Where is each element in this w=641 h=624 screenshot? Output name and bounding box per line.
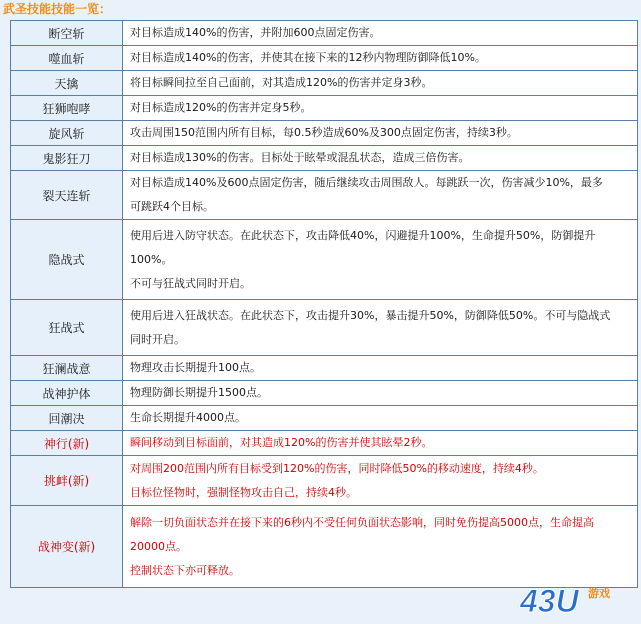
skill-description xyxy=(123,96,638,121)
skill-name: 狂战式 xyxy=(11,300,123,356)
skill-description-line: 对周围200范围内所有目标受到120%的伤害，同时降低50%的移动速度，持续4秒。 xyxy=(130,461,544,475)
skill-name: 战神变(新) xyxy=(11,506,123,588)
skill-name: 挑衅(新) xyxy=(11,456,123,506)
skill-name: 隐战式 xyxy=(11,220,123,300)
skill-row xyxy=(11,456,638,506)
skill-description xyxy=(123,356,638,381)
skill-row xyxy=(11,46,638,71)
skill-description-line: 对目标造成120%的伤害并定身5秒。 xyxy=(130,101,312,114)
skill-description xyxy=(123,220,638,300)
skill-description xyxy=(123,171,638,220)
skill-row xyxy=(11,146,638,171)
skill-row xyxy=(11,506,638,588)
skill-name: 回潮决 xyxy=(11,406,123,431)
skill-description-line: 目标位怪物时，强制怪物攻击自己，持续4秒。 xyxy=(130,485,357,499)
logo-main-text: 43U xyxy=(520,583,579,617)
skill-description-line: 使用后进入防守状态。在此状态下，攻击降低40%，闪避提升100%，生命提升50%，防御提升 xyxy=(130,228,596,242)
page-title: 武圣技能技能一览： xyxy=(3,2,112,16)
skill-description xyxy=(123,300,638,356)
skill-description xyxy=(123,431,638,456)
skills-table-body xyxy=(11,21,638,588)
skill-name: 战神护体 xyxy=(11,381,123,406)
skill-row xyxy=(11,431,638,456)
skill-description-line: 使用后进入狂战状态。在此状态下，攻击提升30%，暴击提升50%，防御降低50%。不可与隐战式 xyxy=(130,308,611,322)
skill-description xyxy=(123,506,638,588)
skill-description-line: 攻击周围150范围内所有目标，每0.5秒造成60%及300点固定伤害，持续3秒。 xyxy=(130,126,518,139)
skill-description xyxy=(123,381,638,406)
skill-row xyxy=(11,381,638,406)
skill-description-line: 控制状态下亦可释放。 xyxy=(130,563,240,577)
skill-description-line: 20000点。 xyxy=(130,539,187,553)
skill-description-line: 同时开启。 xyxy=(130,332,185,346)
skill-row xyxy=(11,21,638,46)
skill-row xyxy=(11,406,638,431)
skill-description-line: 100%。 xyxy=(130,252,173,266)
skill-description xyxy=(123,406,638,431)
skill-row xyxy=(11,121,638,146)
skill-name: 狂澜战意 xyxy=(11,356,123,381)
skill-row xyxy=(11,356,638,381)
skill-row xyxy=(11,300,638,356)
skill-row xyxy=(11,220,638,300)
skill-name: 噬血斩 xyxy=(11,46,123,71)
skills-table xyxy=(10,20,638,588)
skill-row xyxy=(11,71,638,96)
skill-description-line: 对目标造成140%的伤害，并附加600点固定伤害。 xyxy=(130,26,381,39)
skill-description-line: 不可与狂战式同时开启。 xyxy=(130,276,251,290)
skill-description xyxy=(123,71,638,96)
site-logo xyxy=(516,581,628,617)
skill-description-line: 将目标瞬间拉至自己面前，对其造成120%的伤害并定身3秒。 xyxy=(130,76,433,89)
logo-sub-text: 游戏 xyxy=(588,587,610,600)
skill-name: 天擒 xyxy=(11,71,123,96)
skill-description-line: 对目标造成140%的伤害，并使其在接下来的12秒内物理防御降低10%。 xyxy=(130,51,486,64)
skill-description xyxy=(123,21,638,46)
skill-description-line: 对目标造成130%的伤害。目标处于眩晕或混乱状态，造成三倍伤害。 xyxy=(130,151,470,164)
skill-description-line: 生命长期提升4000点。 xyxy=(130,411,246,424)
skill-description-line: 对目标造成140%及600点固定伤害，随后继续攻击周围敌人。每跳跃一次，伤害减少10%，最多 xyxy=(130,176,603,189)
skill-description xyxy=(123,146,638,171)
skill-name: 狂狮咆哮 xyxy=(11,96,123,121)
skill-row xyxy=(11,171,638,220)
skill-description xyxy=(123,121,638,146)
skill-description-line: 可跳跃4个目标。 xyxy=(130,200,214,213)
skill-name: 裂天连斩 xyxy=(11,171,123,220)
skill-name: 旋风斩 xyxy=(11,121,123,146)
skill-description-line: 瞬间移动到目标面前，对其造成120%的伤害并使其眩晕2秒。 xyxy=(130,436,433,449)
skill-name: 断空斩 xyxy=(11,21,123,46)
skill-name: 鬼影狂刀 xyxy=(11,146,123,171)
skill-description xyxy=(123,46,638,71)
skill-description-line: 解除一切负面状态并在接下来的6秒内不受任何负面状态影响，同时免伤提高5000点，生命提高 xyxy=(130,515,594,529)
skill-description-line: 物理防御长期提升1500点。 xyxy=(130,386,268,399)
skill-description xyxy=(123,456,638,506)
skill-description-line: 物理攻击长期提升100点。 xyxy=(130,361,261,374)
skill-name: 神行(新) xyxy=(11,431,123,456)
skill-row xyxy=(11,96,638,121)
